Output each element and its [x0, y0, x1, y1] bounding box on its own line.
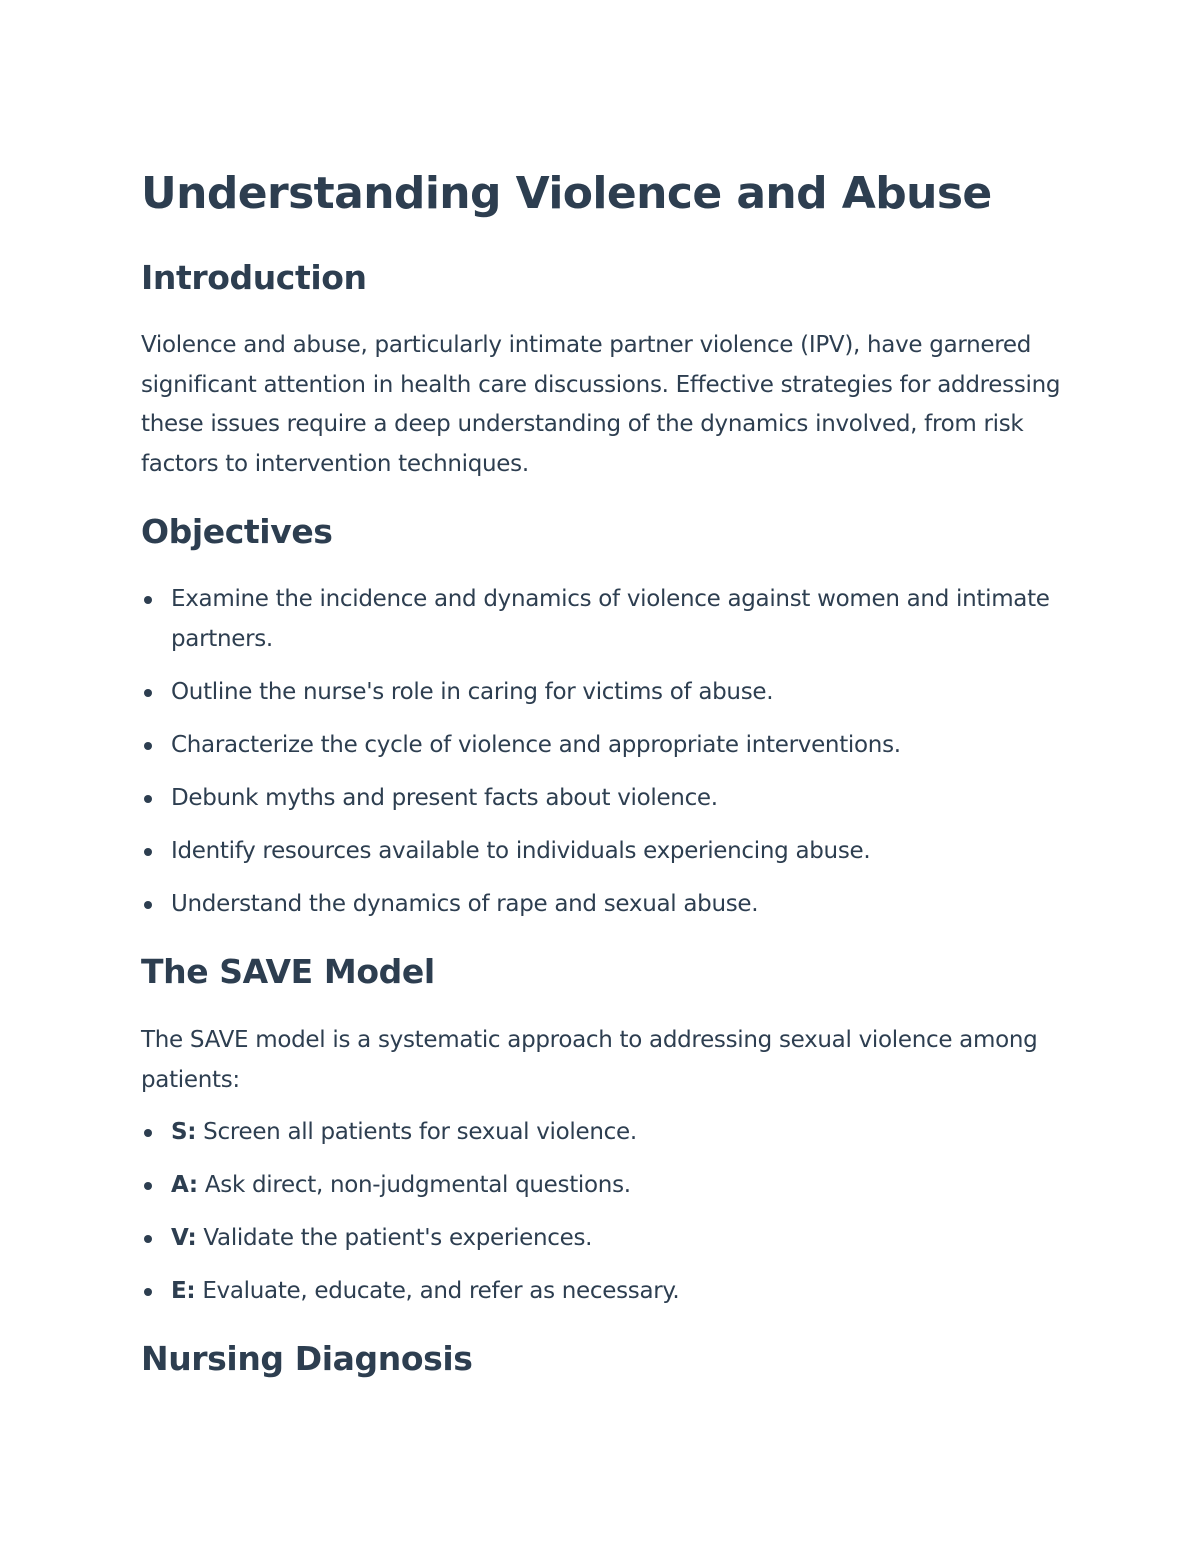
list-item-text: Outline the nurse's role in caring for victims of abuse.: [171, 678, 774, 705]
objectives-list: [141, 580, 1071, 938]
list-item-text: Characterize the cycle of violence and appropriate interventions.: [171, 731, 901, 758]
list-item: [141, 1113, 1071, 1153]
list-item: [141, 1272, 1071, 1312]
bullet-icon: [144, 596, 152, 604]
heading-nursing-diagnosis: Nursing Diagnosis: [141, 1339, 473, 1378]
save-model-list: [141, 1113, 1071, 1325]
bullet-icon: [144, 742, 152, 750]
bullet-icon: [144, 689, 152, 697]
bullet-icon: [144, 1288, 152, 1296]
list-item-text: Screen all patients for sexual violence.: [196, 1119, 637, 1145]
document-title: Understanding Violence and Abuse: [141, 168, 992, 219]
list-item: [141, 673, 1071, 713]
list-item: [141, 832, 1071, 872]
list-item: [141, 779, 1071, 819]
list-item-text: Examine the incidence and dynamics of violence against women and intimate partners.: [171, 586, 1050, 652]
list-item-key: A:: [171, 1172, 198, 1198]
list-item-text: Identify resources available to individuals experiencing abuse.: [171, 837, 871, 864]
list-item: [141, 580, 1071, 659]
list-item-text: Evaluate, educate, and refer as necessary.: [195, 1278, 680, 1304]
list-item: [141, 1219, 1071, 1259]
list-item: [141, 885, 1071, 925]
heading-introduction: Introduction: [141, 258, 367, 297]
bullet-icon: [144, 1235, 152, 1243]
list-item: [141, 1166, 1071, 1206]
heading-save-model: The SAVE Model: [141, 952, 435, 991]
list-item: [141, 726, 1071, 766]
list-item-text: Validate the patient's experiences.: [196, 1225, 593, 1251]
heading-objectives: Objectives: [141, 512, 333, 551]
bullet-icon: [144, 795, 152, 803]
bullet-icon: [144, 1129, 152, 1137]
list-item-text: Ask direct, non-judgmental questions.: [197, 1172, 631, 1198]
list-item-key: V:: [171, 1225, 197, 1251]
bullet-icon: [144, 1182, 152, 1190]
introduction-paragraph: Violence and abuse, particularly intimate partner violence (IPV), have garnered significant attention in health care discussions. Effective strategies for addressing these issues require a deep understanding of the dynamics involved, from risk factors to intervention techniques.: [141, 332, 1061, 477]
list-item-key: S:: [171, 1119, 197, 1145]
list-item-text: Understand the dynamics of rape and sexual abuse.: [171, 890, 759, 917]
bullet-icon: [144, 901, 152, 909]
bullet-icon: [144, 848, 152, 856]
save-model-paragraph: The SAVE model is a systematic approach to addressing sexual violence among patients:: [141, 1027, 1038, 1093]
list-item-key: E:: [171, 1278, 196, 1304]
list-item-text: Debunk myths and present facts about violence.: [171, 784, 718, 811]
